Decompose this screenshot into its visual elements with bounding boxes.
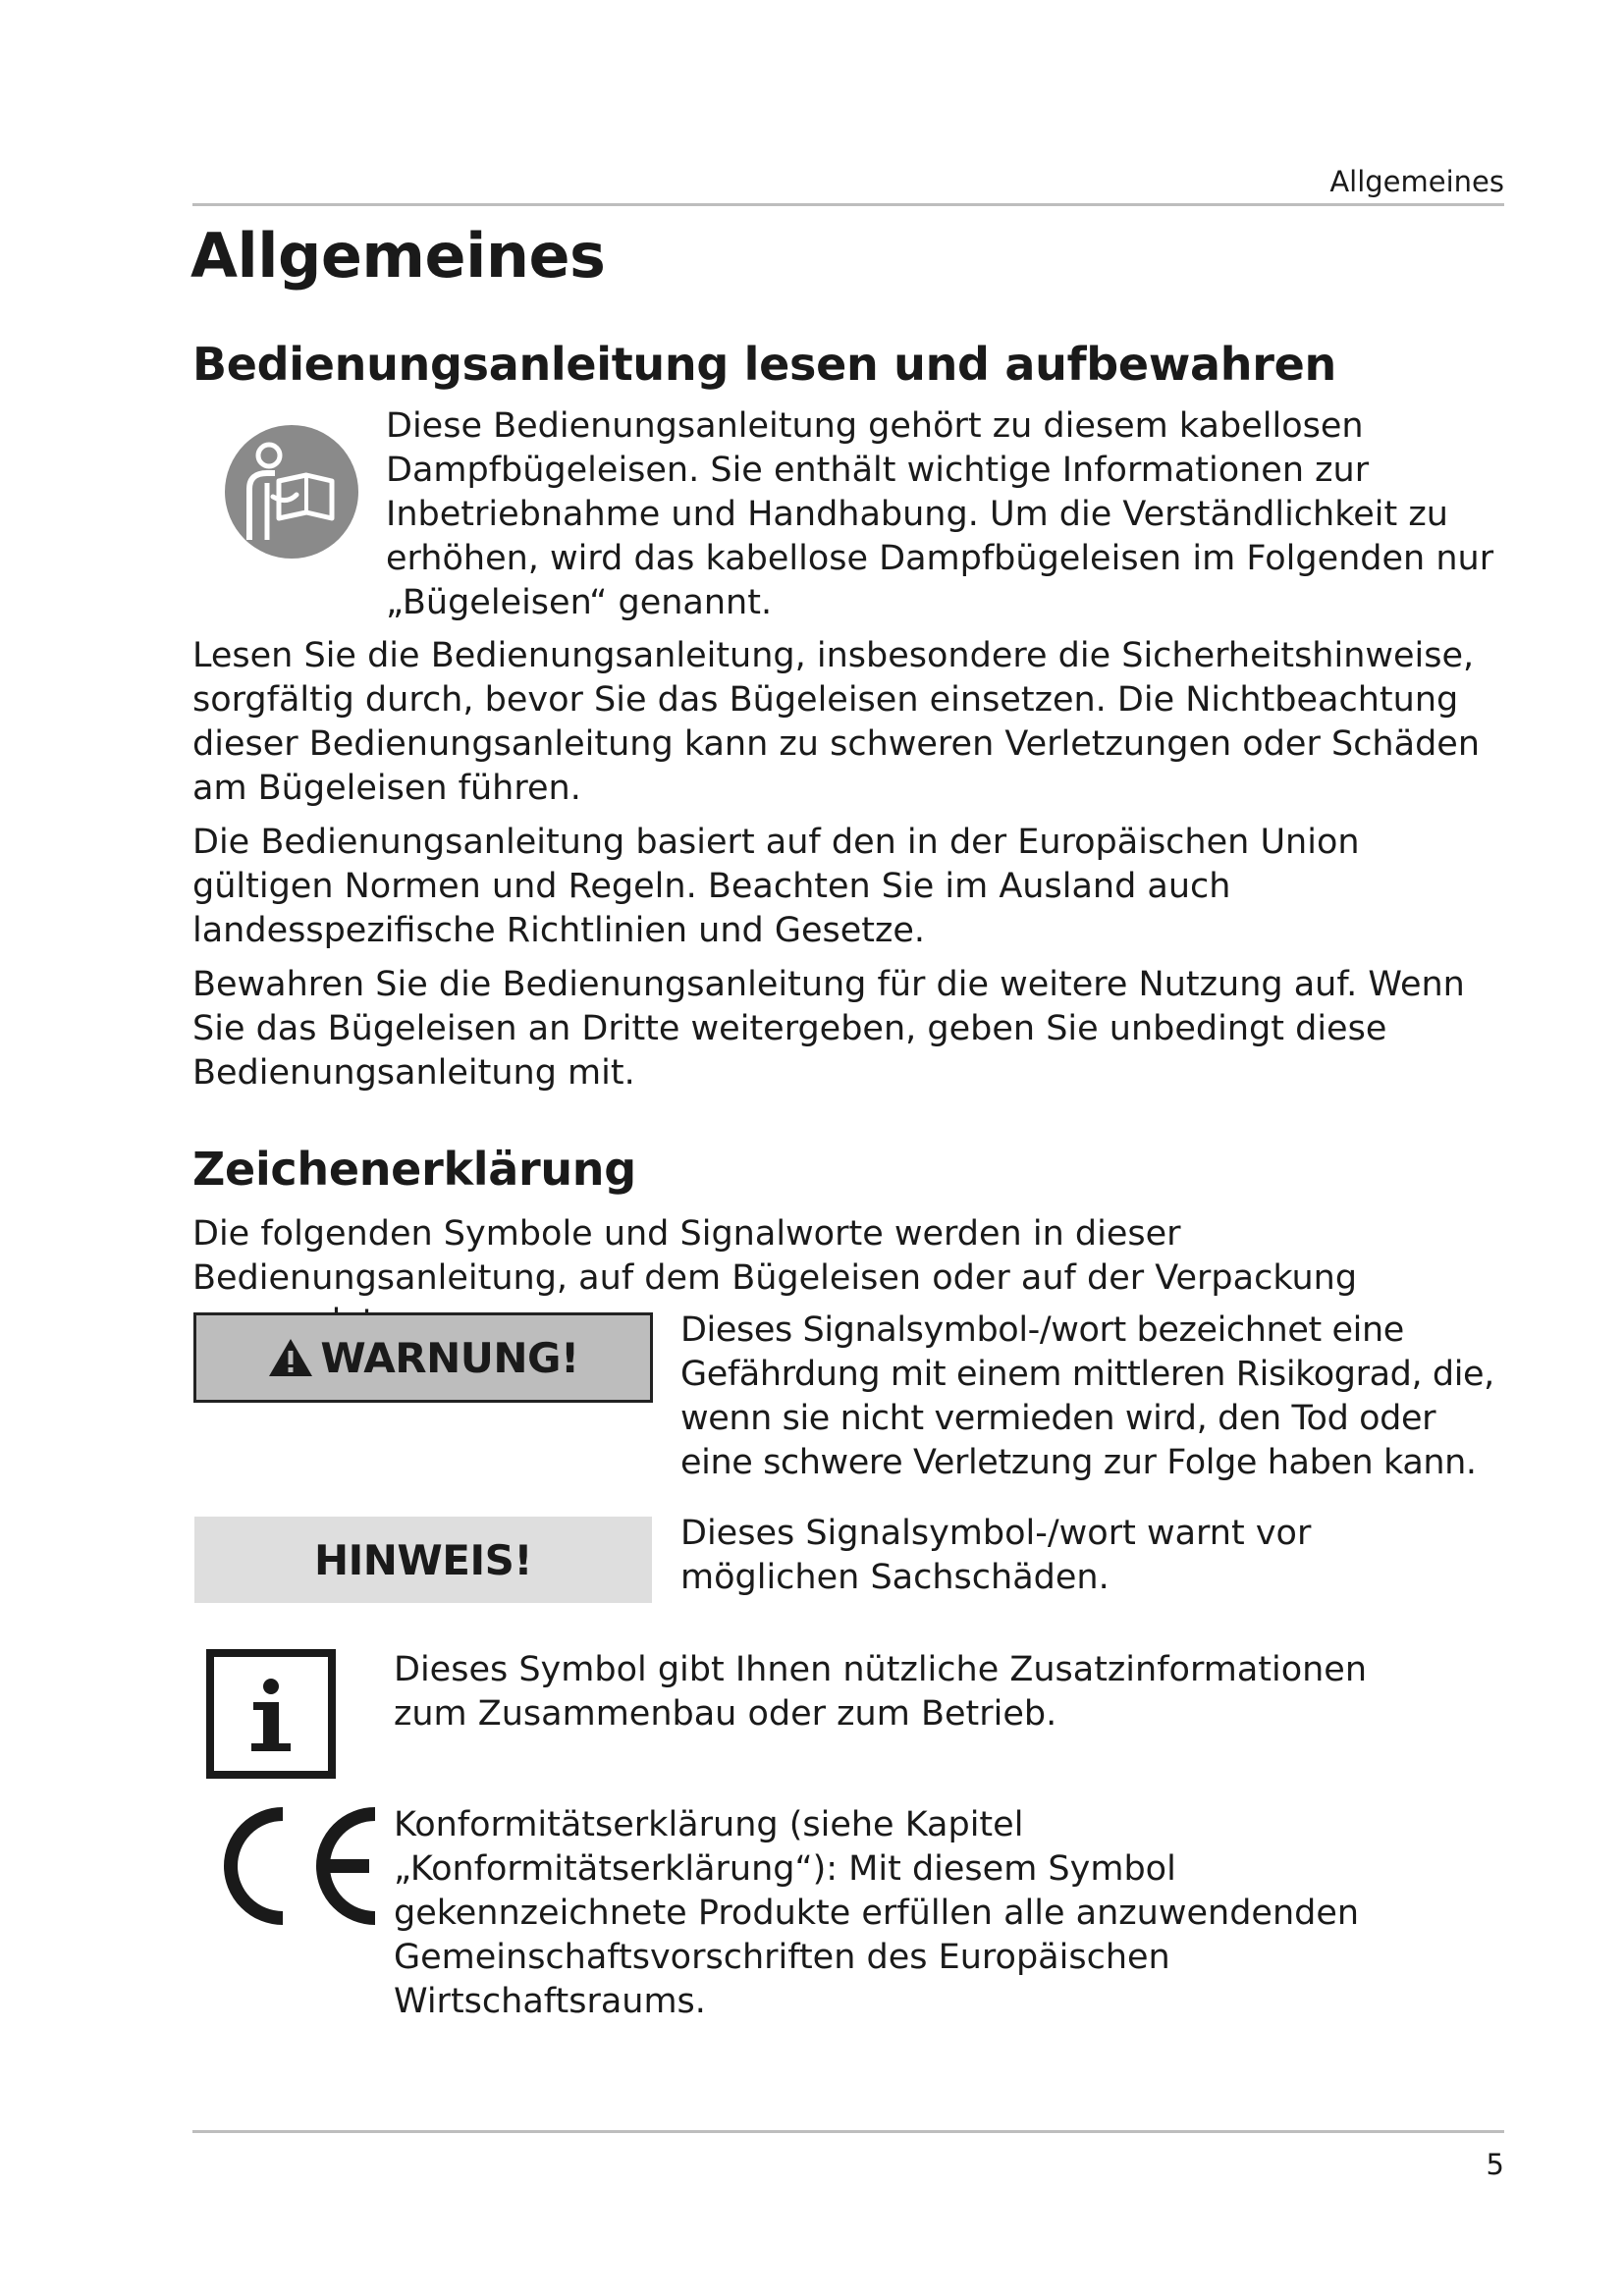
info-description: Dieses Symbol gibt Ihnen nützliche Zusatzinformationen zum Zusammenbau oder zum Betrieb. bbox=[394, 1650, 1368, 1734]
running-header: Allgemeines bbox=[1329, 165, 1504, 198]
notice-signal-box bbox=[194, 1517, 652, 1603]
symbols-intro: Die folgenden Symbole und Signalworte werden in dieser Bedienungsanleitung, auf dem Bügeleisen oder auf der Verpackung bbox=[192, 1214, 1358, 1298]
warning-signal-box bbox=[193, 1312, 653, 1403]
paragraph-keep-manual: Bewahren Sie die Bedienungsanleitung für die weitere Nutzung auf. Wenn Sie das Bügeleisen an Dritte weitergeben, geben Sie unbedingt diese Bedienungsanleitung mit. bbox=[192, 965, 1465, 1093]
header-rule bbox=[192, 203, 1504, 206]
notice-label: HINWEIS! bbox=[314, 1535, 532, 1584]
section-heading-symbols: Zeichenerklärung bbox=[192, 1143, 636, 1196]
warning-label: WARNUNG! bbox=[320, 1333, 579, 1382]
page-number: 5 bbox=[1486, 2148, 1504, 2181]
warning-description: Dieses Signalsymbol-/wort bezeichnet eine Gefährdung mit einem mittleren Risikograd, die, wenn sie nicht vermieden wird, den Tod oder eine schwere Verletzung zur Folge haben kann. bbox=[680, 1310, 1494, 1482]
ce-mark-icon bbox=[222, 1804, 383, 1928]
read-manual-icon bbox=[224, 424, 359, 560]
paragraph-eu-standards: Die Bedienungsanleitung basiert auf den in der Europäischen Union gültigen Normen und Regeln. Beachten Sie im Ausland auch landesspezifische Richtlinien und Gesetze. bbox=[192, 823, 1360, 950]
intro-paragraph: Diese Bedienungsanleitung gehört zu diesem kabellosen Dampfbügeleisen. Sie enthält wichtige Informationen zur Inbetriebnahme und Handhabung. Um die Verständlichkeit zu erhöhen, wird das kabellose Dampfbügeleisen im Folgenden nur „Bügeleisen“ genannt. bbox=[386, 406, 1494, 622]
page-title: Allgemeines bbox=[190, 220, 606, 292]
paragraph-read-instructions: Lesen Sie die Bedienungsanleitung, insbesondere die Sicherheitshinweise, sorgfältig durch, bevor Sie das Bügeleisen einsetzen. Die Nichtbeachtung dieser Bedienungsanleitung kann zu schweren Verletzungen oder Schäden am Bügeleisen führen. bbox=[192, 636, 1480, 808]
section-heading-read-manual: Bedienungsanleitung lesen und aufbewahren bbox=[192, 338, 1336, 391]
notice-description: Dieses Signalsymbol-/wort warnt vor möglichen Sachschäden. bbox=[680, 1514, 1312, 1597]
ce-description: Konformitätserklärung (siehe Kapitel „Konformitätserklärung“): Mit diesem Symbol gekennzeichnete Produkte erfüllen alle anzuwendenden Gemeinschaftsvorschriften des Europäischen Wirtschaftsraums. bbox=[394, 1805, 1360, 2021]
warning-triangle-icon bbox=[267, 1337, 314, 1378]
footer-rule bbox=[192, 2130, 1504, 2133]
info-icon bbox=[206, 1649, 336, 1779]
